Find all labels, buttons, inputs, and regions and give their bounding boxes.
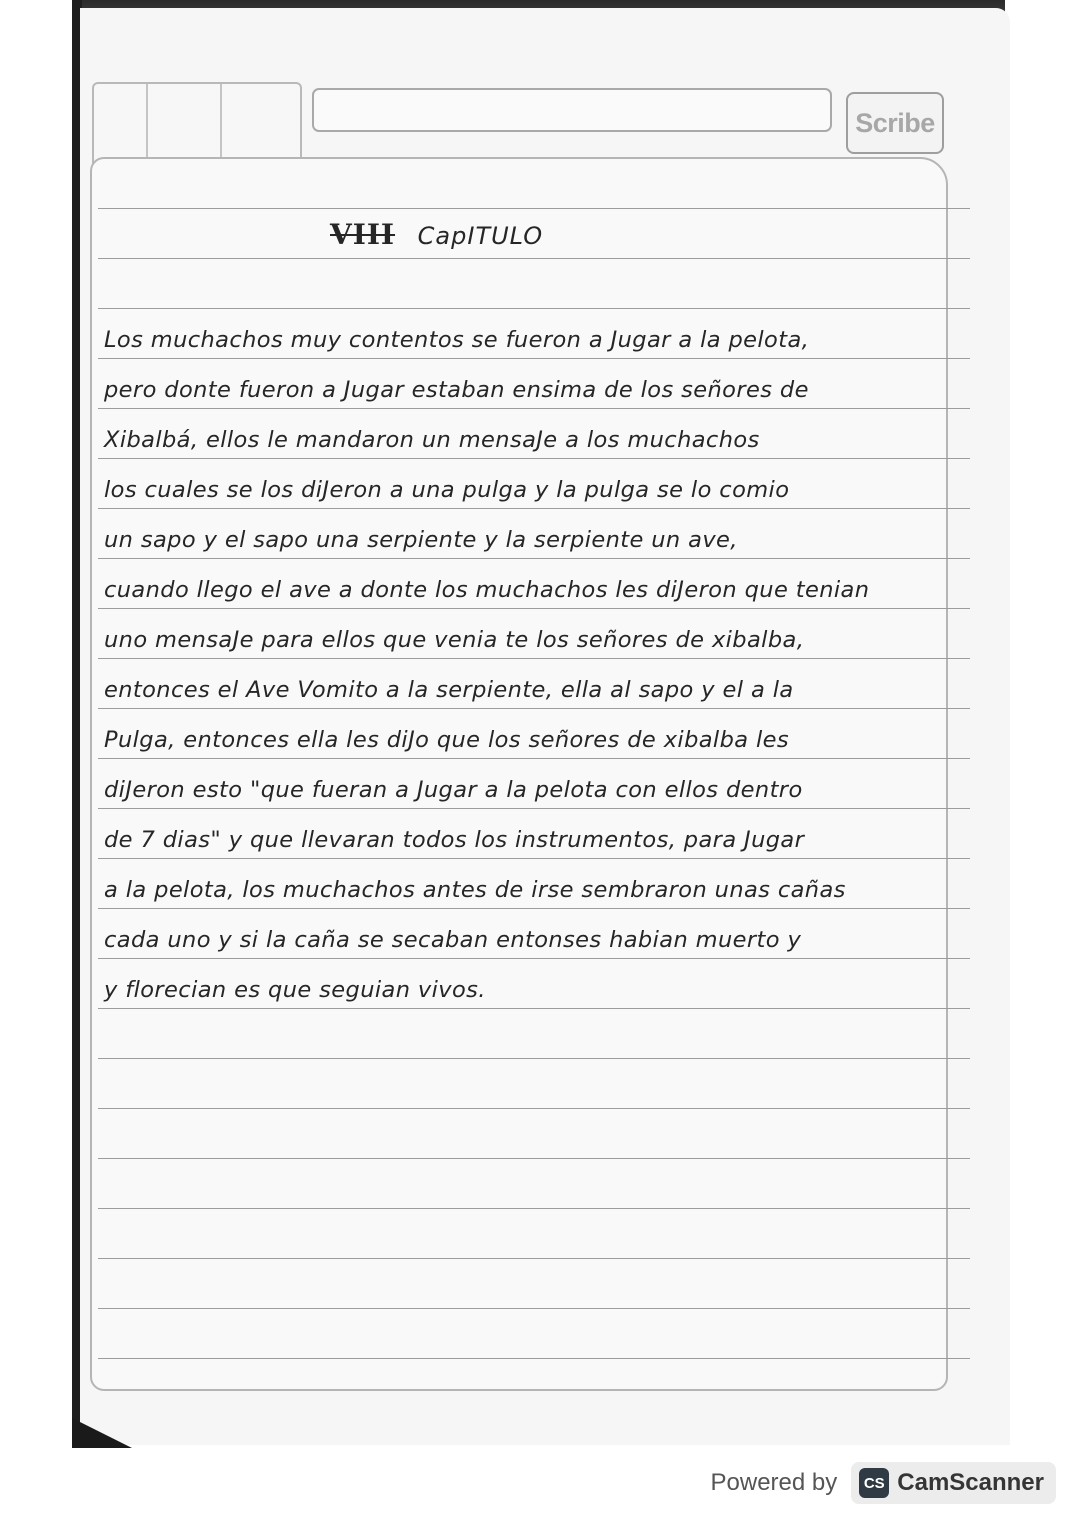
ruled-line bbox=[98, 1358, 970, 1359]
text-line: de 7 dias" y que llevaran todos los instrumentos, para Jugar bbox=[104, 827, 805, 853]
text-line: un sapo y el sapo una serpiente y la serpiente un ave, bbox=[104, 527, 738, 553]
ruled-line bbox=[98, 758, 970, 759]
text-line: diJeron esto "que fueran a Jugar a la pelota con ellos dentro bbox=[104, 777, 803, 803]
text-line: los cuales se los diJeron a una pulga y la pulga se lo comio bbox=[104, 477, 790, 503]
ruled-line bbox=[98, 1308, 970, 1309]
text-line: uno mensaJe para ellos que venia te los señores de xibalba, bbox=[104, 627, 805, 653]
chapter-label: CapITULO bbox=[417, 222, 544, 250]
camscanner-logo bbox=[851, 1462, 1056, 1504]
text-line: cuando llego el ave a donte los muchachos les diJeron que tenian bbox=[104, 577, 870, 603]
ruled-line bbox=[98, 808, 970, 809]
ruled-line bbox=[98, 1258, 970, 1259]
ruled-line bbox=[98, 208, 970, 209]
text-line: Pulga, entonces ella les diJo que los señores de xibalba les bbox=[104, 727, 790, 753]
ruled-line bbox=[98, 1108, 970, 1109]
ruled-line bbox=[98, 1058, 970, 1059]
ruled-line bbox=[98, 1008, 970, 1009]
ruled-line bbox=[98, 908, 970, 909]
ruled-line bbox=[98, 358, 970, 359]
text-line: a la pelota, los muchachos antes de irse sembraron unas cañas bbox=[104, 877, 846, 903]
text-line: pero donte fueron a Jugar estaban ensima de los señores de bbox=[104, 377, 809, 403]
ruled-line bbox=[98, 858, 970, 859]
chapter-number: VIII bbox=[330, 218, 396, 251]
text-line: Xibalbá, ellos le mandaron un mensaJe a los muchachos bbox=[104, 427, 760, 453]
ruled-line bbox=[98, 458, 970, 459]
ruled-line bbox=[98, 1158, 970, 1159]
scanner-watermark bbox=[711, 1462, 1056, 1504]
ruled-line bbox=[98, 408, 970, 409]
ruled-line bbox=[98, 1208, 970, 1209]
camscanner-icon: CS bbox=[859, 1468, 889, 1498]
text-line: y florecian es que seguian vivos. bbox=[104, 977, 486, 1003]
date-field bbox=[312, 88, 832, 132]
text-line: entonces el Ave Vomito a la serpiente, ella al sapo y el a la bbox=[104, 677, 794, 703]
chapter-title bbox=[330, 218, 543, 251]
ruled-line bbox=[98, 258, 970, 259]
text-line: cada uno y si la caña se secaban entonses habian muerto y bbox=[104, 927, 802, 953]
ruled-line bbox=[98, 308, 970, 309]
text-line: Los muchachos muy contentos se fueron a Jugar a la pelota, bbox=[104, 327, 810, 353]
ruled-line bbox=[98, 658, 970, 659]
powered-by-label: Powered by bbox=[710, 1469, 838, 1496]
camscanner-name: CamScanner bbox=[897, 1469, 1044, 1496]
ruled-line bbox=[98, 558, 970, 559]
ruled-line bbox=[98, 508, 970, 509]
ruled-line bbox=[98, 958, 970, 959]
ruled-line bbox=[98, 608, 970, 609]
notebook-brand-logo: Scribe bbox=[846, 92, 944, 154]
ruled-line bbox=[98, 708, 970, 709]
